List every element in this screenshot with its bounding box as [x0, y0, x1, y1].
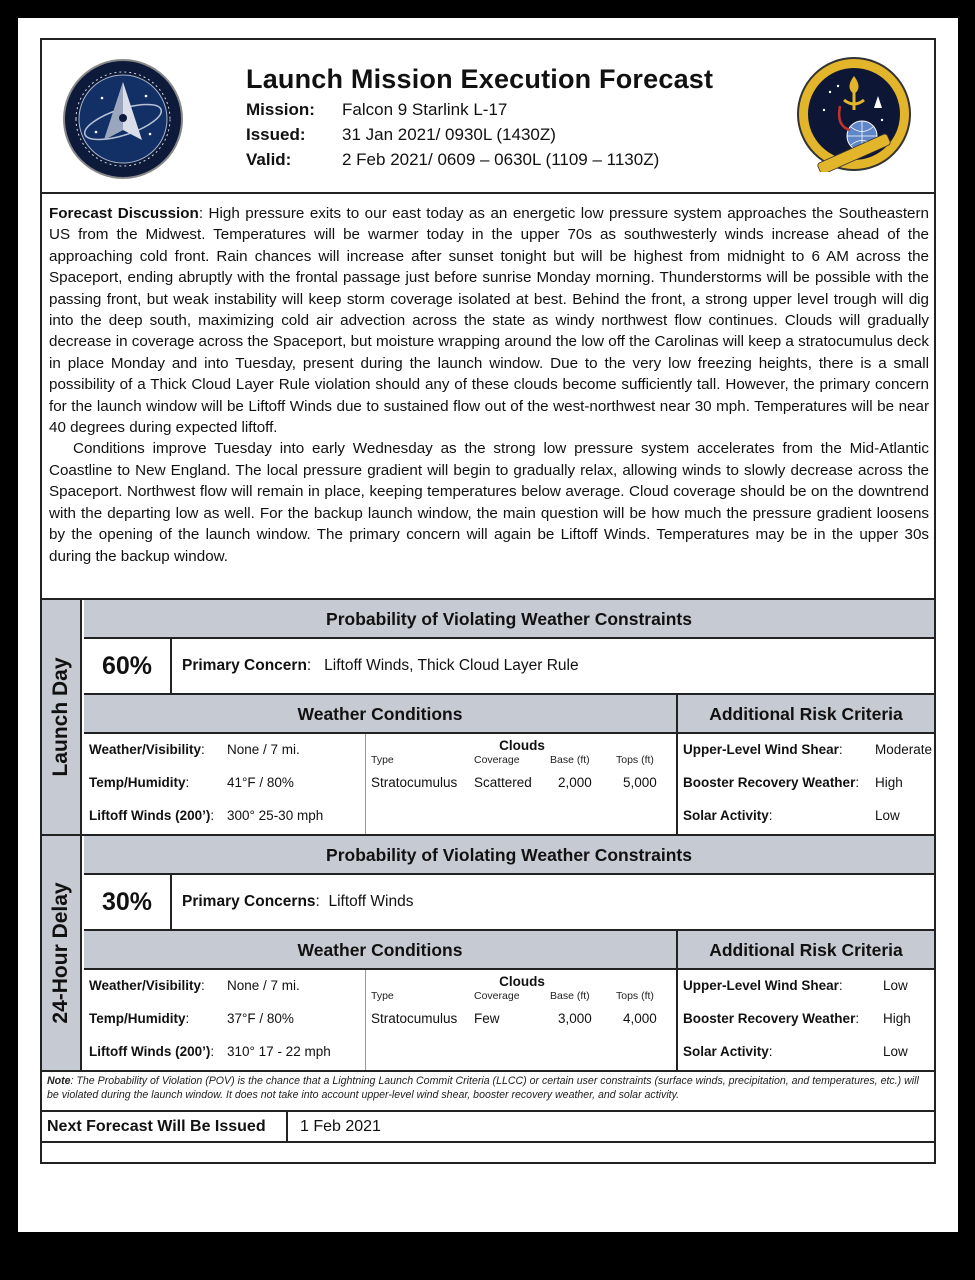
- note-label: Note: [47, 1075, 71, 1087]
- weather-conditions-header: Weather Conditions: [84, 695, 678, 734]
- issued-label: Issued:: [246, 125, 306, 144]
- next-forecast-row: [42, 1110, 934, 1143]
- discussion-text-1: : High pressure exits to our east today as an energetic low pressure system approaches the Southeastern US from the Midwest. Temperatures will be warmer today in the upper 70s as southwesterly winds increase ahead of the approaching cold front. Rain chances will increase after sunset tonight but will be highest from midnight to 6 AM across the Spaceport, ending abruptly with the frontal passage just before sunrise Monday morning. Thunderstorms will be possible with the passing front, but weak instability will keep storm coverage isolated at best. Behind the front, a strong upper level trough will dig into the deep south, maximizing cold air advection across the state as windy northwest flow continues. Clouds will gradually decrease in coverage across the Spaceport, but moisture wrapping around the low off the Carolinas will keep a stratocumulus deck in place Monday and into Tuesday, present during the launch window. Due to the very low freezing heights, there is a small possibility of a Thick Cloud Layer Rule violation should any of these clouds become sufficiently tall. However, the primary concern for the launch window will be Liftoff Winds due to sustained flow out of the west-northwest near 30 mph. Temperatures will be near 40 degrees during expected liftoff.: [49, 205, 929, 437]
- cloud-base-value: 3,000: [558, 1011, 592, 1026]
- space-force-seal-icon: [62, 58, 184, 180]
- wind-shear-label: Upper-Level Wind Shear:: [683, 742, 843, 757]
- cloud-base-header: Base (ft): [550, 990, 590, 1002]
- liftoff-winds-label: Liftoff Winds (200’):: [89, 808, 215, 823]
- booster-recovery-label: Booster Recovery Weather:: [683, 1011, 860, 1026]
- cloud-coverage-header: Coverage: [474, 990, 520, 1002]
- cloud-type-header: Type: [371, 754, 394, 766]
- cloud-tops-value: 5,000: [623, 775, 657, 790]
- launch-day-block: [42, 598, 934, 834]
- weather-column: [84, 970, 366, 1072]
- liftoff-winds-value: 310° 17 - 22 mph: [227, 1044, 331, 1059]
- cloud-base-value: 2,000: [558, 775, 592, 790]
- cloud-tops-value: 4,000: [623, 1011, 657, 1026]
- temp-humidity-value: 41°F / 80%: [227, 775, 294, 790]
- discussion-paragraph-1: [49, 203, 929, 438]
- cloud-type-value: Stratocumulus: [371, 1011, 458, 1026]
- discussion-paragraph-2: Conditions improve Tuesday into early Wednesday as the strong low pressure system accelerates from the Mid-Atlantic Coastline to New England. The local pressure gradient will begin to gradually relax, allowing winds to slowly decrease across the Spaceport. Northwest flow will remain in place, keeping temperatures below average. Cloud coverage should be on the downtrend with the departing low as well. For the backup launch window, the main question will be how much the pressure gradient loosens by the opening of the launch window. The primary concern will again be Liftoff Winds. Temperatures may be in the upper 30s during the backup window.: [49, 440, 929, 565]
- additional-risk-header: Additional Risk Criteria: [678, 695, 934, 734]
- probability-header: Probability of Violating Weather Constraints: [84, 600, 934, 639]
- delay-block: [42, 834, 934, 1070]
- valid-label: Valid:: [246, 150, 292, 169]
- page-title: Launch Mission Execution Forecast: [246, 64, 714, 94]
- primary-concern-value: Liftoff Winds, Thick Cloud Layer Rule: [324, 657, 579, 674]
- booster-recovery-value: High: [883, 1011, 911, 1026]
- temp-humidity-label: Temp/Humidity:: [89, 1011, 190, 1026]
- solar-activity-label: Solar Activity:: [683, 1044, 773, 1059]
- temp-humidity-value: 37°F / 80%: [227, 1011, 294, 1026]
- wind-shear-value: Low: [883, 978, 908, 993]
- launch-day-side-label: [42, 600, 82, 834]
- valid-value: 2 Feb 2021/ 0609 – 0630L (1109 – 1130Z): [342, 150, 660, 169]
- weather-visibility-value: None / 7 mi.: [227, 978, 300, 993]
- primary-concern: Primary Concern: Liftoff Winds, Thick Cloud Layer Rule: [182, 657, 579, 674]
- primary-concern-label: Primary Concerns: [182, 893, 316, 910]
- cloud-type-header: Type: [371, 990, 394, 1002]
- weather-conditions-header: Weather Conditions: [84, 931, 678, 970]
- discussion-label: Forecast Discussion: [49, 205, 199, 222]
- issued-value: 31 Jan 2021/ 0930L (1430Z): [342, 125, 556, 144]
- forecast-discussion: [49, 203, 929, 567]
- cloud-tops-header: Tops (ft): [616, 754, 654, 766]
- delay-side-text: 24-Hour Delay: [49, 882, 72, 1024]
- clouds-title: Clouds: [499, 974, 545, 989]
- conditions-grid: [84, 734, 934, 836]
- wind-shear-label: Upper-Level Wind Shear:: [683, 978, 843, 993]
- pov-value: 30%: [84, 875, 172, 929]
- note-text: : The Probability of Violation (POV) is the chance that a Lightning Launch Commit Criteria (LLCC) or certain user constraints (surface winds, precipitation, and temperatures, etc.) will be violated during the launch window. It does not take into account upper-level wind shear, booster recovery weather, and solar activity.: [47, 1075, 919, 1101]
- liftoff-winds-label: Liftoff Winds (200’):: [89, 1044, 215, 1059]
- booster-recovery-label: Booster Recovery Weather:: [683, 775, 860, 790]
- weather-visibility-label: Weather/Visibility:: [89, 978, 205, 993]
- primary-concern-label: Primary Concern: [182, 657, 307, 674]
- probability-header: Probability of Violating Weather Constraints: [84, 836, 934, 875]
- cloud-tops-header: Tops (ft): [616, 990, 654, 1002]
- weather-squadron-seal-icon: [796, 56, 912, 172]
- additional-risk-header: Additional Risk Criteria: [678, 931, 934, 970]
- solar-activity-value: Low: [875, 808, 900, 823]
- conditions-grid: [84, 970, 934, 1072]
- pov-note: [42, 1070, 934, 1110]
- wind-shear-value: Moderate: [875, 742, 933, 757]
- cloud-base-header: Base (ft): [550, 754, 590, 766]
- clouds-column: [366, 970, 678, 1072]
- clouds-column: [366, 734, 678, 836]
- forecast-form: [40, 38, 936, 1164]
- cloud-coverage-header: Coverage: [474, 754, 520, 766]
- cloud-coverage-value: Few: [474, 1011, 500, 1026]
- clouds-title: Clouds: [499, 738, 545, 753]
- weather-visibility-label: Weather/Visibility:: [89, 742, 205, 757]
- solar-activity-label: Solar Activity:: [683, 808, 773, 823]
- delay-side-label: [42, 836, 82, 1070]
- cloud-type-value: Stratocumulus: [371, 775, 458, 790]
- pov-row: [84, 639, 934, 695]
- document-page: [18, 18, 958, 1232]
- mission-label: Mission:: [246, 100, 315, 119]
- forecast-header: [42, 40, 934, 194]
- cloud-coverage-value: Scattered: [474, 775, 532, 790]
- pov-row: [84, 875, 934, 931]
- risk-column: [678, 734, 934, 836]
- mission-value: Falcon 9 Starlink L-17: [342, 100, 508, 119]
- weather-column: [84, 734, 366, 836]
- next-forecast-date: 1 Feb 2021: [300, 1118, 381, 1135]
- risk-column: [678, 970, 934, 1072]
- booster-recovery-value: High: [875, 775, 903, 790]
- primary-concern-value: Liftoff Winds: [328, 893, 414, 910]
- temp-humidity-label: Temp/Humidity:: [89, 775, 190, 790]
- next-forecast-label: Next Forecast Will Be Issued: [42, 1112, 288, 1141]
- solar-activity-value: Low: [883, 1044, 908, 1059]
- liftoff-winds-value: 300° 25-30 mph: [227, 808, 324, 823]
- pov-value: 60%: [84, 639, 172, 693]
- weather-visibility-value: None / 7 mi.: [227, 742, 300, 757]
- launch-day-side-text: Launch Day: [49, 657, 72, 777]
- primary-concern: Primary Concerns: Liftoff Winds: [182, 893, 414, 910]
